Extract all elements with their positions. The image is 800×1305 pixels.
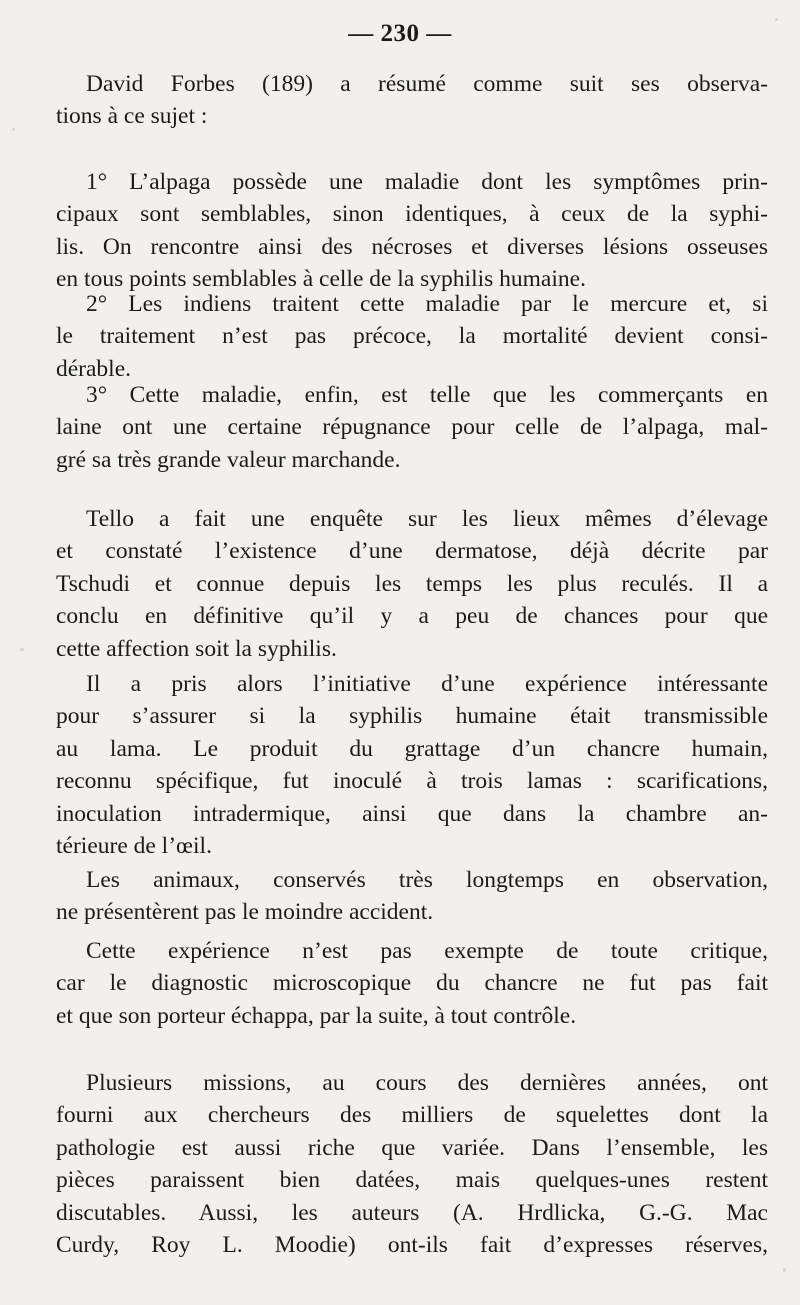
text-line: conclu en définitive qu’il y a peu de chances pour que xyxy=(56,603,768,630)
paragraph-6 xyxy=(56,668,768,862)
text-line: cipaux sont semblables, sinon identiques, à ceux de la syphi- xyxy=(56,201,768,228)
scan-speck xyxy=(775,18,778,21)
text-line: pièces paraissent bien datées, mais quelques-unes restent xyxy=(56,1167,768,1194)
paragraph-9 xyxy=(56,1067,768,1261)
paragraph-3 xyxy=(56,288,768,385)
text-line: car le diagnostic microscopique du chancre ne fut pas fait xyxy=(56,970,768,997)
text-line: lis. On rencontre ainsi des nécroses et diverses lésions osseuses xyxy=(56,233,768,260)
scan-speck xyxy=(783,1268,786,1272)
paragraph-2 xyxy=(56,166,768,296)
text-line: Tello a fait une enquête sur les lieux mêmes d’élevage xyxy=(86,506,768,532)
text-line: Cette expérience n’est pas exempte de toute critique, xyxy=(86,938,768,964)
paragraph-5 xyxy=(56,503,768,665)
text-line: et constaté l’existence d’une dermatose, déjà décrite par xyxy=(56,538,768,565)
text-line: discutables. Aussi, les auteurs (A. Hrdlicka, G.-G. Mac xyxy=(56,1199,768,1226)
text-line: David Forbes (189) a résumé comme suit ses observa- xyxy=(86,71,768,97)
text-line: tions à ce sujet : xyxy=(56,103,208,130)
text-line: Tschudi et connue depuis les temps les plus reculés. Il a xyxy=(56,570,768,597)
scan-speck xyxy=(20,648,24,651)
text-line: au lama. Le produit du grattage d’un chancre humain, xyxy=(56,735,768,762)
text-line: reconnu spécifique, fut inoculé à trois lamas : scarifications, xyxy=(56,768,768,795)
text-line: le traitement n’est pas précoce, la mortalité devient consi- xyxy=(56,323,768,350)
scan-speck xyxy=(12,128,15,131)
text-line: Les animaux, conservés très longtemps en observation, xyxy=(86,867,768,893)
text-line: 3° Cette maladie, enfin, est telle que les commerçants en xyxy=(86,382,768,408)
text-line: et que son porteur échappa, par la suite, à tout contrôle. xyxy=(56,1002,577,1029)
page-number: — 230 — xyxy=(348,20,452,47)
paragraph-8 xyxy=(56,935,768,1032)
text-line: Il a pris alors l’initiative d’une expérience intéressante xyxy=(86,671,768,697)
paragraph-4 xyxy=(56,379,768,476)
text-line: 1° L’alpaga possède une maladie dont les symptômes prin- xyxy=(86,169,768,195)
text-line: Curdy, Roy L. Moodie) ont-ils fait d’expresses réserves, xyxy=(56,1232,768,1259)
text-line: gré sa très grande valeur marchande. xyxy=(56,446,401,473)
paragraph-7 xyxy=(56,864,768,929)
text-line: térieure de l’œil. xyxy=(56,833,212,860)
paragraph-1 xyxy=(56,68,768,133)
text-line: 2° Les indiens traitent cette maladie par le mercure et, si xyxy=(86,291,768,317)
text-line: cette affection soit la syphilis. xyxy=(56,635,337,662)
text-line: laine ont une certaine répugnance pour celle de l’alpaga, mal- xyxy=(56,414,768,441)
text-line: inoculation intradermique, ainsi que dans la chambre an- xyxy=(56,800,768,827)
text-line: en tous points semblables à celle de la syphilis humaine. xyxy=(56,266,586,293)
text-line: fourni aux chercheurs des milliers de squelettes dont la xyxy=(56,1102,768,1129)
text-line: dérable. xyxy=(56,355,132,382)
text-line: pathologie est aussi riche que variée. Dans l’ensemble, les xyxy=(56,1134,768,1161)
text-line: Plusieurs missions, au cours des dernières années, ont xyxy=(86,1070,768,1096)
text-line: pour s’assurer si la syphilis humaine était transmissible xyxy=(56,703,768,730)
text-line: ne présentèrent pas le moindre accident. xyxy=(56,899,434,926)
